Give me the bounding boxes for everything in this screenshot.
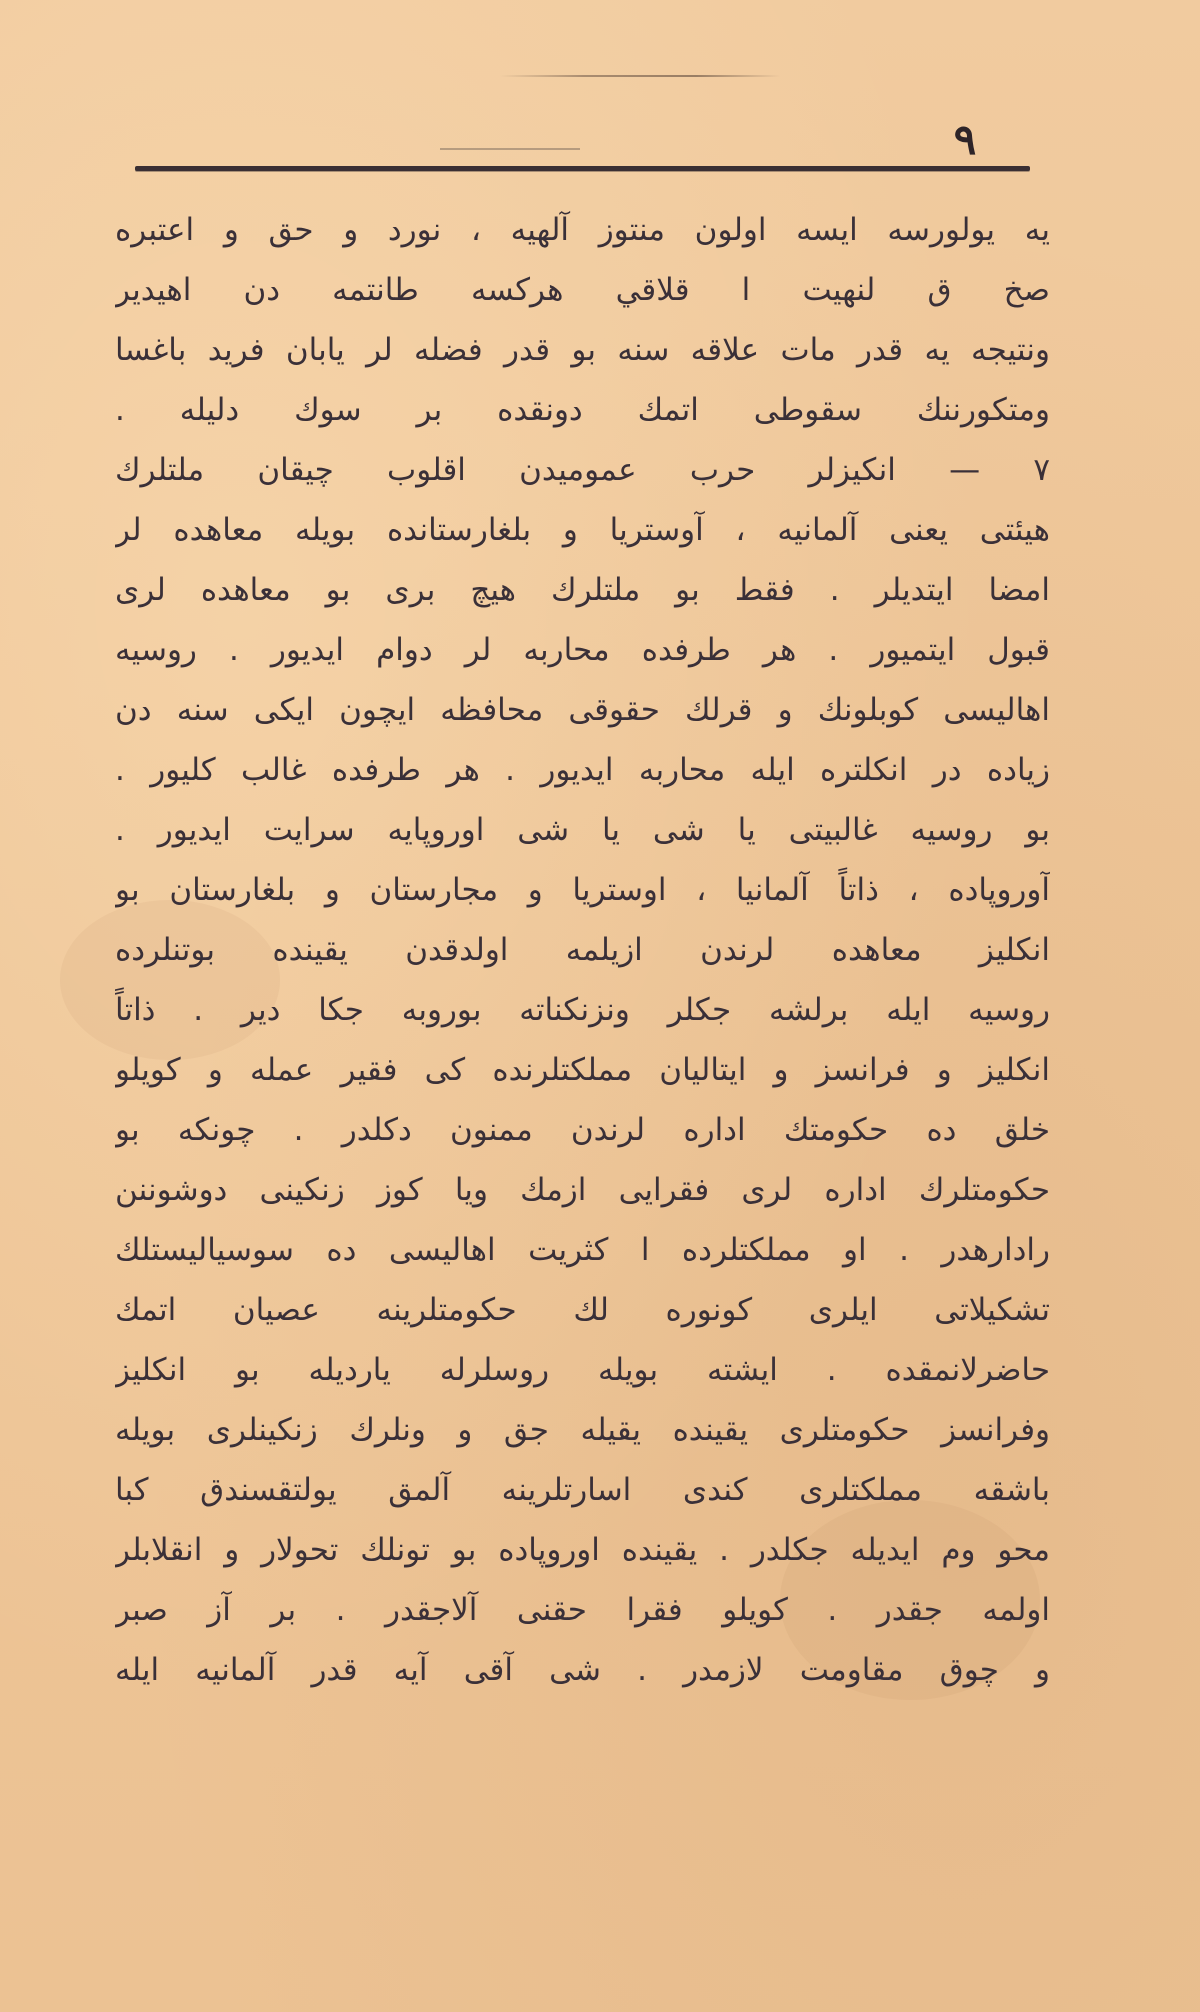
faint-header-rule: [440, 148, 580, 150]
text-line: بو روسيه غالبيتی يا شی يا شی اوروپايه سرايت ايديور .: [115, 812, 1050, 848]
text-line: يه يولورسه ايسه اولون منتوز آلهيه ، نورد و حق و اعتبره: [115, 212, 1050, 248]
text-line: ومتكورننك سقوطی اتمك دونقده بر سوك دليله .: [115, 392, 1050, 428]
text-line: امضا ايتديلر . فقط بو ملتلرك هيچ بری بو معاهده لری: [115, 572, 1050, 608]
header-rule: [135, 166, 1030, 171]
page-number: ٩: [953, 115, 977, 164]
text-line: آوروپاده ، ذاتاً آلمانيا ، اوستريا و مجارستان و بلغارستان بو: [115, 872, 1050, 908]
text-line: محو وم ايديله جكلدر . يقينده اوروپاده بو تونلك تحولار و انقلابلر: [115, 1532, 1050, 1568]
text-line: ٧ — انكيزلر حرب عموميدن اقلوب چيقان ملتلرك: [115, 452, 1050, 488]
text-line: و چوق مقاومت لازمدر . شی آقی آيه قدر آلمانيه ايله: [115, 1652, 1050, 1688]
text-line: انكليز معاهده لرندن ازيلمه اولدقدن يقينده بوتنلرده: [115, 932, 1050, 968]
text-line: حكومتلرك اداره لری فقرايی ازمك ويا كوز زنكينی دوشوننن: [115, 1172, 1050, 1208]
text-line: تشكيلاتی ايلری كونوره لك حكومتلرينه عصيان اتمك: [115, 1292, 1050, 1328]
text-line: قبول ايتميور . هر طرفده محاربه لر دوام ايديور . روسيه: [115, 632, 1050, 668]
text-line: حاضرلانمقده . ايشته بويله روسلرله يارديله بو انكليز: [115, 1352, 1050, 1388]
text-line: رادارهدر . او مملكتلرده ا كثريت اهاليسی ده سوسياليستلك: [115, 1232, 1050, 1268]
text-line: ونتيجه يه قدر مات علاقه سنه بو قدر فضله لر يابان فرید باغسا: [115, 332, 1050, 368]
text-line: اهاليسی كوبلونك و قرلك حقوقی محافظه ايچون ايكی سنه دن: [115, 692, 1050, 728]
text-line: باشقه مملكتلری كندی اسارتلرينه آلمق يولتقسندق كبا: [115, 1472, 1050, 1508]
text-line: روسيه ايله برلشه جكلر ونزنكناته بوروبه جكا دير . ذاتاً: [115, 992, 1050, 1028]
text-line: اولمه جقدر . كويلو فقرا حقنی آلاجقدر . بر آز صبر: [115, 1592, 1050, 1628]
text-line: هيئتی يعنی آلمانيه ، آوستريا و بلغارستانده بويله معاهده لر: [115, 512, 1050, 548]
text-line: زياده در انكلتره ايله محاربه ايديور . هر طرفده غالب كليور .: [115, 752, 1050, 788]
faint-top-rule: [500, 75, 780, 77]
text-line: وفرانسز حكومتلری يقينده يقيله جق و ونلرك زنكينلری بويله: [115, 1412, 1050, 1448]
text-line: صخ ق لنهيت ا قلاقي هركسه طانتمه دن اهيدير: [115, 272, 1050, 308]
text-line: انكليز و فرانسز و ايتاليان مملكتلرنده كی فقير عمله و كويلو: [115, 1052, 1050, 1088]
text-line: خلق ده حكومتك اداره لرندن ممنون دكلدر . چونكه بو: [115, 1112, 1050, 1148]
page-body-text: [115, 200, 1050, 1700]
